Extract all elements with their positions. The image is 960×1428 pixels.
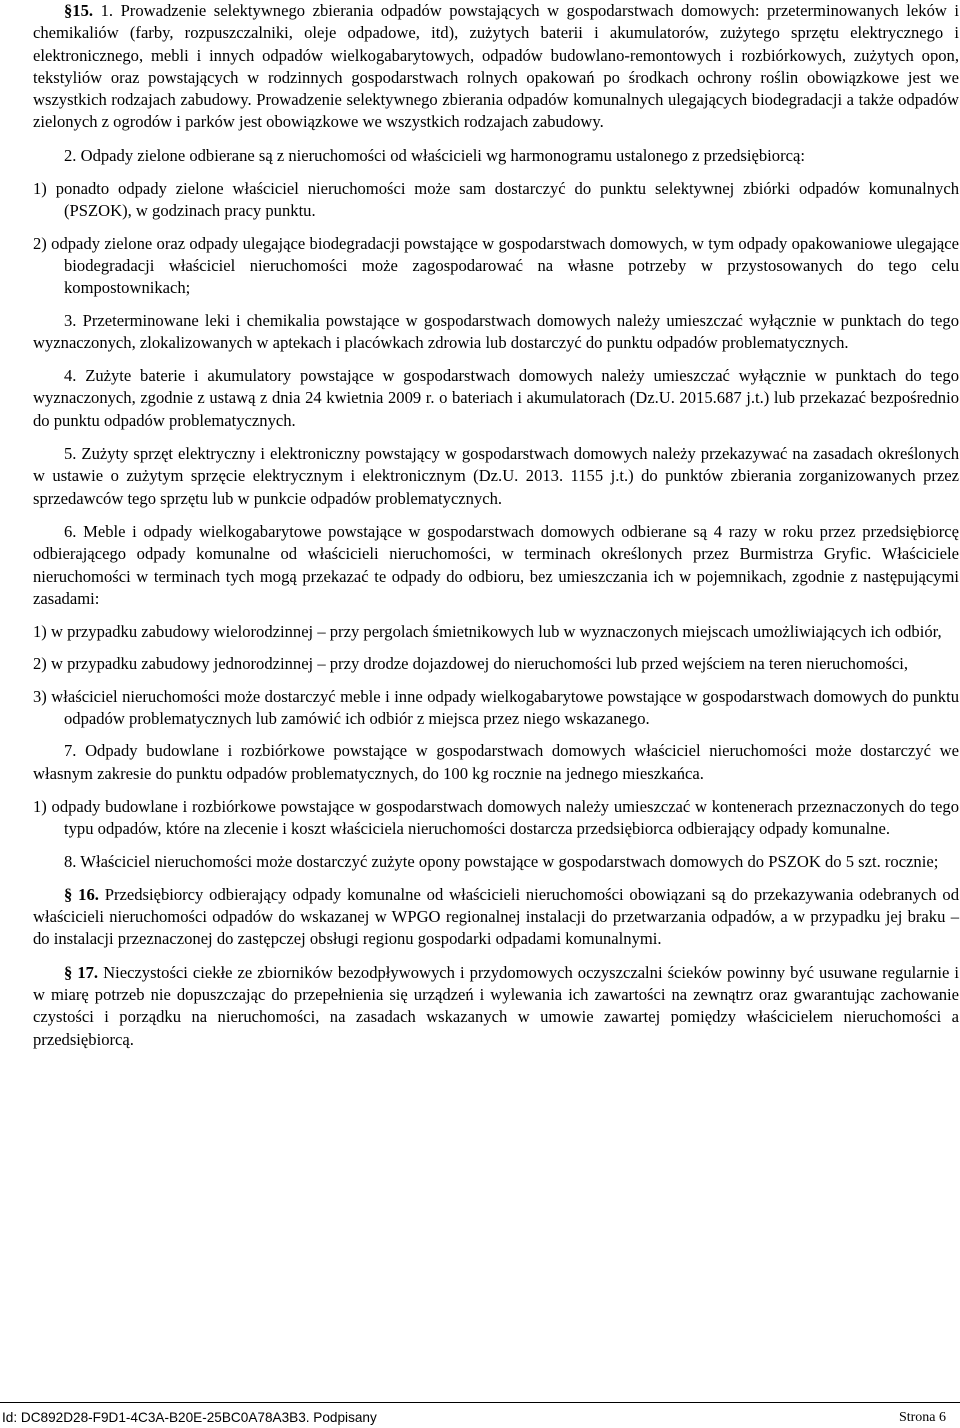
section-17 (33, 962, 959, 1051)
page-footer (0, 1398, 960, 1428)
section-15-p7-point-1: 1) odpady budowlane i rozbiórkowe powstające w gospodarstwach domowych należy umieszczać w kontenerach przeznaczonych do tego typu odpadów, które na zlecenie i koszt właściciela nieruchomości dostarcza przedsiębiorca odbierający odpady komunalne. (33, 796, 959, 839)
section-15-paragraph-1 (33, 0, 959, 134)
section-15-p2-point-1: 1) ponadto odpady zielone właściciel nieruchomości może sam dostarczyć do punktu selektywnej zbiórki odpadów komunalnych (PSZOK), w godzinach pracy punktu. (33, 179, 959, 221)
section-sign: § (64, 1, 73, 20)
section-15-p1-text: 1. Prowadzenie selektywnego zbierania odpadów powstających w gospodarstwach domowych: przeterminowanych leków i chemikaliów (farby, rozpuszczalniki, oleje odpadowe, itd), zużytych baterii i akumulatorów, zużytego sprzętu elektrycznego i elektronicznego, mebli i innych odpadów wielkogabarytowych, odpadów budowlano-remontowych i rozbiórkowych, zużytych opon, tekstyliów oraz powstających w rodzinnych gospodarstwach rolnych opakowań po środkach ochrony roślin obowiązkowe jest we wszystkich rodzajach zabudowy. Prowadzenie selektywnego zbierania odpadów komunalnych ulegających biodegradacji a także odpadów zielonych z ogrodów i parków jest obowiązkowe we wszystkich rodzajach zabudowy. (33, 1, 960, 132)
section-15-p6-point-1: 1) w przypadku zabudowy wielorodzinnej – przy pergolach śmietnikowych lub w wyznaczonych miejscach umożliwiających ich odbiór, (33, 622, 942, 642)
section-number: 16. (78, 884, 99, 904)
section-15-paragraph-3: 3. Przeterminowane leki i chemikalia powstające w gospodarstwach domowych należy umieszczać wyłącznie w punktach do tego wyznaczonych, zlokalizowanych w aptekach i placówkach zdrowia lub dostarczyć do punktu odpadów problematycznych. (33, 310, 959, 352)
section-15-paragraph-5: 5. Zużyty sprzęt elektryczny i elektroniczny powstający w gospodarstwach domowych należy przekazywać na zasadach określonych w ustawie o zużytym sprzęcie elektrycznym i elektronicznym (Dz.U. 2013. 1155 j.t.) do punktów zbierania zorganizowanych przez sprzedawców tego sprzętu lub w punkcie odpadów problematycznych. (33, 444, 959, 508)
section-15-paragraph-6: 6. Meble i odpady wielkogabarytowe powstające w gospodarstwach domowych odbierane są 4 razy w roku przez przedsiębiorcę odbierającego odpady komunalne od właścicieli nieruchomości, w terminach określonych przez Burmistrza Gryfic. Właściciele nieruchomości w terminach tych mogą przekazać te odpady do odbioru, bez umieszczania ich w pojemnikach, zgodnie z następującymi zasadami: (33, 521, 959, 608)
section-15-p6-point-3: 3) właściciel nieruchomości może dostarczyć meble i inne odpady wielkogabarytowe powstające w gospodarstwach domowych do punktu odpadów problematycznych lub zamówić ich odbiór z miejsca przez niego wskazanego. (33, 686, 959, 729)
section-17-text: Nieczystości ciekłe ze zbiorników bezodpływowych i przydomowych oczyszczalni ścieków powinny być usuwane regularnie i w miarę potrzeb nie dopuszczając do przepełnienia się urządzeń i wylewania ich zawartości na zewnątrz oraz gwarantując zachowanie czystości i porządku na nieruchomości, na zasadach wskazanych w umowie zawartej pomiędzy właścicielem nieruchomości a przedsiębiorcą. (33, 962, 960, 1049)
section-15-paragraph-4: 4. Zużyte baterie i akumulatory powstające w gospodarstwach domowych należy umieszczać wyłącznie w punktach do tego wyznaczonych, zgodnie z ustawą z dnia 24 kwietnia 2009 r. o bateriach i akumulatorach (Dz.U. 2015.687 j.t.) lub przekazać bezpośrednio do punktu odpadów problematycznych. (33, 366, 959, 430)
section-15-paragraph-8: 8. Właściciel nieruchomości może dostarczyć zużyte opony powstające w gospodarstwach domowych do PSZOK do 5 szt. rocznie; (64, 851, 939, 871)
section-16 (33, 884, 959, 951)
footer-divider (0, 1402, 960, 1403)
section-number: 17. (77, 962, 99, 982)
section-sign: § (64, 884, 73, 904)
section-number: 15. (72, 1, 94, 20)
document-id: Id: DC892D28-F9D1-4C3A-B20E-25BC0A78A3B3. Podpisany (2, 1410, 377, 1425)
page-number: Strona 6 (898, 1410, 946, 1425)
document-body (33, 0, 959, 1062)
section-15-p6-point-2: 2) w przypadku zabudowy jednorodzinnej – przy drodze dojazdowej do nieruchomości lub przed wejściem na teren nieruchomości, (33, 654, 909, 674)
section-15-paragraph-7: 7. Odpady budowlane i rozbiórkowe powstające w gospodarstwach domowych właściciel nieruchomości może dostarczyć we własnym zakresie do punktu odpadów problematycznych, do 100 kg rocznie na jednego mieszkańca. (33, 741, 959, 783)
section-16-text: Przedsiębiorcy odbierający odpady komunalne od właścicieli nieruchomości obowiązani są do przekazywania odebranych od właścicieli nieruchomości odpadów do wskazanej w WPGO regionalnej instalacji do przetwarzania odpadów, a w przypadku jej braku – do instalacji przeznaczonej do zastępczej obsługi regionu gospodarki odpadami komunalnymi. (33, 884, 959, 949)
section-15-p2-point-2: 2) odpady zielone oraz odpady ulegające biodegradacji powstające w gospodarstwach domowych, w tym odpady opakowaniowe ulegające biodegradacji właściciel nieruchomości może zagospodarować na własne potrzeby w przystosowanych do tego celu kompostownikach; (33, 233, 959, 298)
section-sign: § (64, 962, 73, 982)
section-15-paragraph-2: 2. Odpady zielone odbierane są z nieruchomości od właścicieli wg harmonogramu ustalonego z przedsiębiorcą: (64, 145, 805, 165)
